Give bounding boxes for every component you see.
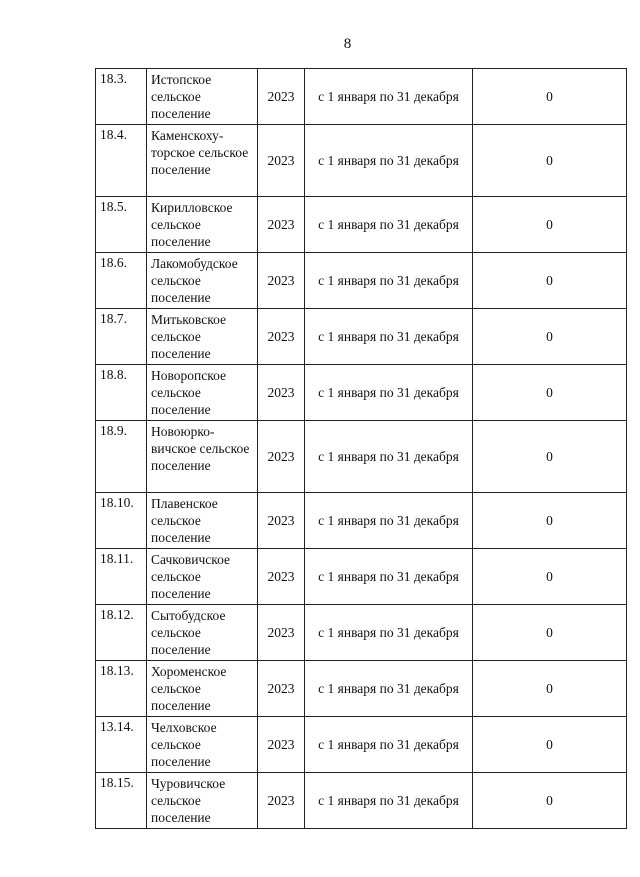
row-number-cell: 18.7. (96, 309, 147, 365)
row-number-cell: 18.8. (96, 365, 147, 421)
value-cell: 0 (473, 253, 627, 309)
table-row (96, 421, 627, 493)
period-cell: с 1 января по 31 декабря (305, 309, 473, 365)
value-cell: 0 (473, 773, 627, 829)
value-cell: 0 (473, 365, 627, 421)
row-number-cell: 18.5. (96, 197, 147, 253)
year-cell: 2023 (258, 605, 305, 661)
row-number-cell: 13.14. (96, 717, 147, 773)
year-cell: 2023 (258, 309, 305, 365)
period-cell: с 1 января по 31 декабря (305, 717, 473, 773)
period-cell: с 1 января по 31 декабря (305, 421, 473, 493)
settlement-name-cell: Лакомобудское сельское поселение (147, 253, 258, 309)
table-row (96, 125, 627, 197)
table-row (96, 717, 627, 773)
value-cell: 0 (473, 493, 627, 549)
period-cell: с 1 января по 31 декабря (305, 773, 473, 829)
year-cell: 2023 (258, 493, 305, 549)
period-cell: с 1 января по 31 декабря (305, 605, 473, 661)
settlement-name-cell: Новоропское сельское поселение (147, 365, 258, 421)
settlement-name-cell: Каменскоху-торское сельское поселение (147, 125, 258, 197)
table-row (96, 661, 627, 717)
period-cell: с 1 января по 31 декабря (305, 253, 473, 309)
row-number-cell: 18.11. (96, 549, 147, 605)
value-cell: 0 (473, 717, 627, 773)
value-cell: 0 (473, 125, 627, 197)
settlement-name-cell: Хороменское сельское поселение (147, 661, 258, 717)
settlement-name-cell: Кирилловское сельское поселение (147, 197, 258, 253)
period-cell: с 1 января по 31 декабря (305, 493, 473, 549)
settlement-name-cell: Митьковское сельское поселение (147, 309, 258, 365)
settlement-name-cell: Сачковичское сельское поселение (147, 549, 258, 605)
year-cell: 2023 (258, 717, 305, 773)
period-cell: с 1 января по 31 декабря (305, 125, 473, 197)
settlement-name-cell: Сытобудское сельское поселение (147, 605, 258, 661)
table-row (96, 365, 627, 421)
year-cell: 2023 (258, 421, 305, 493)
table-row (96, 309, 627, 365)
row-number-cell: 18.10. (96, 493, 147, 549)
value-cell: 0 (473, 69, 627, 125)
value-cell: 0 (473, 309, 627, 365)
settlement-name-cell: Истопское сельское поселение (147, 69, 258, 125)
period-cell: с 1 января по 31 декабря (305, 365, 473, 421)
period-cell: с 1 января по 31 декабря (305, 661, 473, 717)
value-cell: 0 (473, 661, 627, 717)
settlement-name-cell: Чуровичское сельское поселение (147, 773, 258, 829)
row-number-cell: 18.15. (96, 773, 147, 829)
table-row (96, 197, 627, 253)
table-row (96, 253, 627, 309)
year-cell: 2023 (258, 661, 305, 717)
page-number: 8 (343, 36, 352, 52)
period-cell: с 1 января по 31 декабря (305, 69, 473, 125)
row-number-cell: 18.13. (96, 661, 147, 717)
settlement-name-cell: Челховское сельское поселение (147, 717, 258, 773)
year-cell: 2023 (258, 69, 305, 125)
year-cell: 2023 (258, 365, 305, 421)
settlement-name-cell: Новоюрко-вичское сельское поселение (147, 421, 258, 493)
row-number-cell: 18.9. (96, 421, 147, 493)
table-row (96, 69, 627, 125)
year-cell: 2023 (258, 125, 305, 197)
value-cell: 0 (473, 197, 627, 253)
row-number-cell: 18.12. (96, 605, 147, 661)
table-row (96, 773, 627, 829)
year-cell: 2023 (258, 549, 305, 605)
year-cell: 2023 (258, 253, 305, 309)
table-row (96, 605, 627, 661)
table-body (96, 69, 627, 829)
row-number-cell: 18.3. (96, 69, 147, 125)
value-cell: 0 (473, 605, 627, 661)
value-cell: 0 (473, 421, 627, 493)
year-cell: 2023 (258, 773, 305, 829)
value-cell: 0 (473, 549, 627, 605)
period-cell: с 1 января по 31 декабря (305, 197, 473, 253)
row-number-cell: 18.4. (96, 125, 147, 197)
table-row (96, 549, 627, 605)
period-cell: с 1 января по 31 декабря (305, 549, 473, 605)
settlements-table (95, 68, 627, 829)
year-cell: 2023 (258, 197, 305, 253)
settlement-name-cell: Плавенское сельское поселение (147, 493, 258, 549)
table-row (96, 493, 627, 549)
row-number-cell: 18.6. (96, 253, 147, 309)
